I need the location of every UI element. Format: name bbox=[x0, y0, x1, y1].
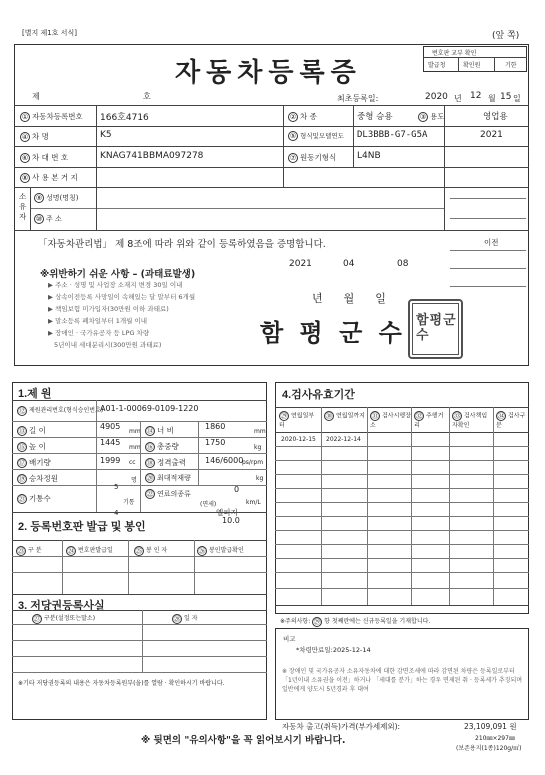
use-label: ③ 용도 bbox=[419, 112, 445, 121]
plate-col-type: ㉓ 구 분 bbox=[17, 546, 42, 555]
height-unit: mm bbox=[129, 444, 141, 451]
vehicle-expiry: *차령만료일:2025-12-14 bbox=[296, 646, 371, 654]
first-reg-month-unit: 월 bbox=[488, 94, 496, 103]
paper-size: 210㎜×297㎜ bbox=[475, 735, 515, 742]
date-units: 년 월 일 bbox=[312, 292, 386, 305]
owner-label: 소유자 bbox=[19, 192, 27, 221]
footer-notice: ※ 뒷면의 "유의사항"을 꼭 읽어보시기 바랍니다. bbox=[141, 735, 346, 746]
width-label: ⑭ 너 비 bbox=[146, 426, 174, 435]
vin-label: ⑥ 차 대 번 호 bbox=[21, 153, 69, 162]
cylinders-label: ㉑ 기통수 bbox=[18, 494, 51, 503]
insp-col-to: ㉚ 연월일까지 bbox=[325, 412, 365, 420]
power-label: ⑱ 정격출력 bbox=[146, 458, 186, 467]
displacement-value: 1999 bbox=[100, 456, 121, 465]
plate-section-title: 2. 등록번호판 발급 및 봉인 bbox=[18, 521, 146, 533]
first-reg-day: 15 bbox=[500, 92, 512, 102]
issue-day: 08 bbox=[397, 259, 409, 269]
engine-label: ⑦ 원동기형식 bbox=[289, 153, 337, 162]
reg-no-value: 166호4716 bbox=[100, 113, 149, 123]
seal-text: 함평군수 bbox=[416, 313, 457, 343]
model-label: ④ 차 명 bbox=[21, 132, 49, 141]
transfer-note: 이전 bbox=[484, 238, 499, 247]
issue-year: 2021 bbox=[289, 259, 312, 269]
plate-col-date: ㉔ 번호판발급일 bbox=[67, 546, 113, 555]
fuel-value: 엘피지 bbox=[216, 508, 238, 517]
plate-issue-title: 번호판 교부 확인 bbox=[432, 50, 477, 57]
insp-col-check: ㉝ 검사책임자확인 bbox=[452, 412, 488, 429]
reg-no-label: ① 자동차등록번호 bbox=[21, 112, 83, 121]
insp-col-from: ㉙ 연월일부터 bbox=[279, 412, 315, 429]
penalty-item: 5년이내 세대분리시(300만원 과태료) bbox=[54, 341, 162, 349]
height-value: 1445 bbox=[100, 438, 121, 447]
inspection-title: 4.검사유효기간 bbox=[282, 389, 355, 401]
efficiency-unit: km/L bbox=[246, 499, 261, 506]
form-number: [별지 제1호 서식] bbox=[22, 29, 77, 37]
penalty-item: ▶ 책임보험 미가입자(30만원 이하 과태료) bbox=[48, 305, 169, 313]
insp-col-place: ㉛ 검사시행장소 bbox=[370, 412, 411, 429]
efficiency-value: 10.0 bbox=[222, 516, 240, 525]
height-label: ⑮ 높 이 bbox=[18, 442, 46, 451]
type-label: ② 차 종 bbox=[289, 112, 317, 121]
first-reg-month: 12 bbox=[470, 91, 482, 101]
plate-col-1: 확인원 bbox=[463, 62, 481, 69]
vin-value: KNAG741BBMA097278 bbox=[100, 151, 204, 161]
spec-title: 1.제 원 bbox=[18, 388, 52, 400]
page-title: 자동차등록증 bbox=[175, 58, 362, 88]
power-value: 146/6000 bbox=[205, 456, 244, 465]
cylinders-value: 4 bbox=[114, 509, 119, 517]
price-label: 자동차 출고(취득)가격(부가세제외): bbox=[282, 722, 401, 731]
name-label: ⑨ 성명(명칭) bbox=[35, 194, 79, 202]
plate-col-sealer: ㉕ 봉 인 자 bbox=[135, 546, 168, 555]
price-value: 23,109,091 원 bbox=[464, 722, 517, 731]
type-value: 중형 승용 bbox=[357, 112, 393, 122]
length-label: ⑬ 길 이 bbox=[18, 426, 46, 435]
issuer-name: 함 평 군 수 bbox=[260, 318, 406, 347]
approval-label: ⑫ 제원관리번호(형식승인번호) bbox=[18, 406, 104, 415]
use-value: 영업용 bbox=[483, 112, 508, 122]
cyl-extra: 5 bbox=[114, 483, 119, 491]
paper-spec: (보존용지(1종)120g/㎡) bbox=[456, 745, 522, 752]
maxload-label: ⑳ 최대적재량 bbox=[146, 474, 191, 482]
insp-row1-from: 2020-12-15 bbox=[281, 436, 316, 443]
engine-value: L4NB bbox=[357, 151, 381, 161]
gross-unit: kg bbox=[254, 444, 262, 451]
gross-value: 1750 bbox=[205, 438, 226, 447]
width-value: 1860 bbox=[205, 422, 226, 431]
displacement-label: ⑰ 배기량 bbox=[18, 458, 51, 467]
legal-statement: 「자동차관리법」 제 8조에 따라 위와 같이 등록하였음을 증명합니다. bbox=[38, 239, 326, 250]
insp-col-mileage: ㉜ 주행거리 bbox=[414, 412, 444, 429]
plate-col-0: 발급청 bbox=[428, 62, 446, 69]
penalty-item: ▶ 말소등록 폐차일부터 1개월 이내 bbox=[48, 317, 148, 325]
insp-footer: ※주의사항: ㉙ 항 첫째란에는 신규등록일을 기재합니다. bbox=[280, 617, 431, 626]
fuel-label: ㉒ 연료의종류 bbox=[146, 490, 191, 498]
insp-row1-to: 2022-12-14 bbox=[326, 436, 361, 443]
cylinders-unit: 기통 bbox=[123, 499, 135, 506]
remarks-label: 비고 bbox=[283, 635, 296, 643]
model-year-value: 2021 bbox=[480, 130, 503, 140]
displacement-unit: cc bbox=[129, 459, 136, 466]
plate-col-2: 기한 bbox=[505, 62, 517, 69]
seats-unit: 명 bbox=[131, 477, 137, 484]
mortgage-col-type: ㉗ 구분(설정또는말소) bbox=[33, 614, 96, 623]
approval-value: A01-1-00069-0109-1220 bbox=[100, 404, 199, 413]
length-unit: mm bbox=[129, 428, 141, 435]
mortgage-note: ※기타 저당권등록의 내용은 자동차등록원부(을)를 열람 · 확인하시기 바랍니다. bbox=[18, 680, 225, 687]
width-unit: mm bbox=[254, 428, 266, 435]
first-reg-year-unit: 년 bbox=[454, 94, 462, 103]
form-year-value: DL3BBB-G7-G5A bbox=[357, 130, 428, 140]
fuel-note: (면세) bbox=[200, 501, 217, 508]
mortgage-col-date: ㉘ 일 자 bbox=[173, 614, 198, 623]
form-year-label: ⑤ 형식및모델연도 bbox=[289, 132, 344, 140]
issue-month: 04 bbox=[343, 259, 355, 269]
number-label: 제 bbox=[32, 92, 40, 101]
gross-label: ⑯ 총중량 bbox=[146, 442, 179, 451]
power-unit: ps/rpm bbox=[242, 459, 264, 466]
side-label: (앞 쪽) bbox=[492, 31, 520, 41]
model-value: K5 bbox=[100, 130, 112, 140]
official-seal-icon bbox=[408, 299, 463, 359]
remarks-notice: ※ 장애인 및 국가유공자 소유자동차에 대한 감면조세에 따라 감면된 차량은 등록일로부터 「1년이내 소유권을 이전」하거나 「세대를 분가」하는 경우 면제된 취 · 등록세가 추징되며 일반에게 양도시 5년경과 후 대여 bbox=[282, 668, 523, 693]
base-label: ⑧ 사 용 본 거 지 bbox=[21, 173, 78, 182]
penalty-title: ※위반하기 쉬운 사항 – (과태료발생) bbox=[40, 269, 196, 280]
first-reg-label: 최초등록일: bbox=[337, 94, 379, 103]
penalty-item: ▶ 장애인 · 국가유공자 등 LPG 차량 bbox=[48, 329, 150, 337]
penalty-item: ▶ 주소 · 성명 및 사업장 소재지 변경 30일 이내 bbox=[48, 281, 183, 289]
penalty-item: ▶ 상속이전등록 사망일이 속해있는 달 말부터 6개월 bbox=[48, 293, 196, 301]
number-suffix: 호 bbox=[143, 92, 151, 101]
first-reg-year: 2020 bbox=[425, 92, 448, 102]
mortgage-section-title: 3. 저당권등록사실 bbox=[18, 600, 105, 612]
length-value: 4905 bbox=[100, 422, 121, 431]
spec-extra-value: 0 bbox=[234, 485, 240, 494]
plate-col-confirm: ㉖ 봉인발급확인 bbox=[198, 546, 244, 555]
address-label: ⑩ 주 소 bbox=[35, 215, 62, 223]
seats-label: ⑲ 승차정원 bbox=[18, 474, 58, 483]
insp-col-kind: ㉞ 검사구분 bbox=[496, 412, 526, 429]
maxload-unit: kg bbox=[256, 475, 264, 482]
first-reg-day-unit: 일 bbox=[513, 94, 521, 103]
